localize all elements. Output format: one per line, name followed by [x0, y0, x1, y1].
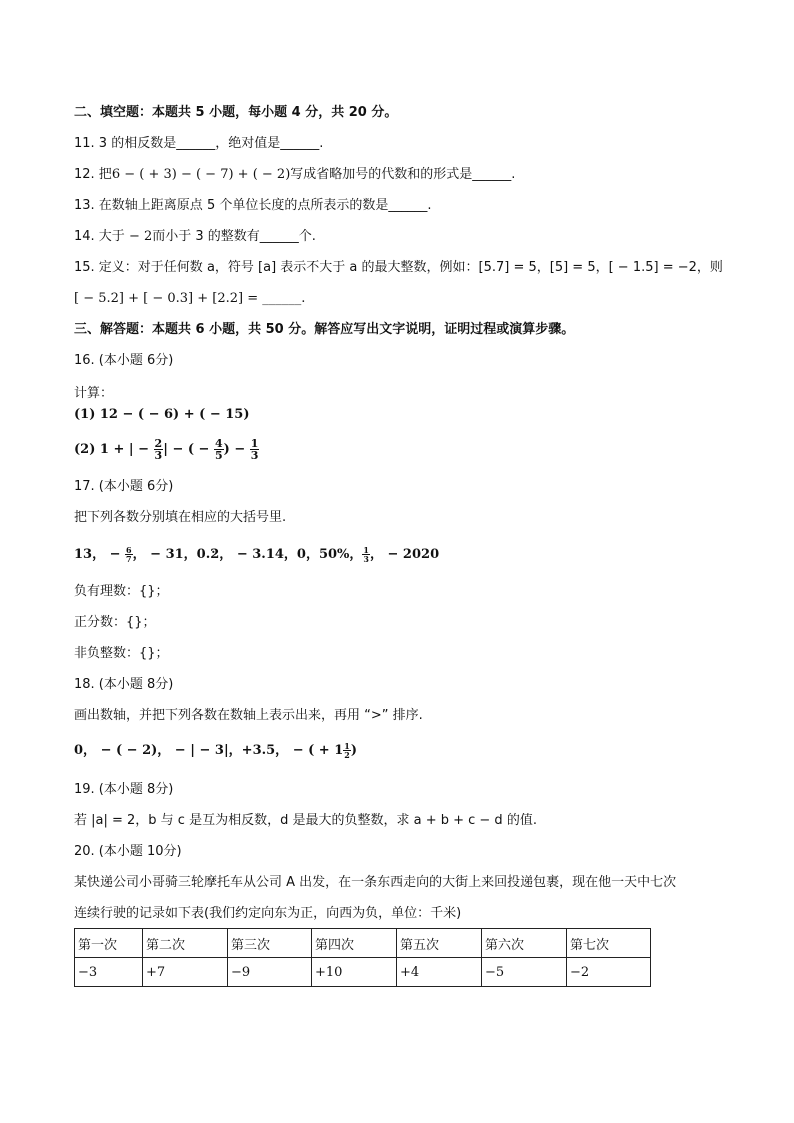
- section-3-header: 三、解答题：本题共 6 小题，共 50 分。解答应写出文字说明，证明过程或演算步骤。: [74, 322, 575, 337]
- q17-n4: ， − 3.14，0，50%，: [219, 547, 363, 562]
- question-18-numbers: [74, 736, 357, 766]
- denominator: 3: [363, 554, 369, 564]
- q17-n2: ， − 3: [132, 547, 175, 562]
- negative-rational-blank: 负有理数：{}；: [74, 584, 169, 599]
- question-19-title: 19. (本小题 8分): [74, 782, 174, 797]
- question-14: [74, 228, 316, 246]
- q16-p2-c: ) −: [223, 442, 250, 457]
- fraction-1-3-small: [362, 546, 370, 563]
- denominator: 7: [126, 554, 132, 564]
- question-17-intro: 把下列各数分别填在相应的大括号里.: [74, 510, 287, 525]
- question-11: 11. 3 的相反数是______，绝对值是______.: [74, 136, 324, 151]
- repeating-digit: 2 ·: [210, 547, 219, 562]
- nonnegative-integer-blank: 非负整数：{}；: [74, 646, 169, 661]
- denominator: 3: [154, 449, 163, 462]
- numerator: 2: [154, 437, 163, 450]
- q18-nums-b: ): [350, 743, 358, 758]
- table-cell: +4: [397, 958, 482, 987]
- q12-expression: 6 − ( + 3) − ( − 7) + ( − 2): [111, 167, 291, 182]
- table-cell: +10: [312, 958, 397, 987]
- question-16-part-1: (1) 12 − ( − 6) + ( − 15): [74, 407, 250, 422]
- question-16-title: 16. (本小题 6分): [74, 353, 174, 368]
- driving-record-table: [74, 928, 651, 987]
- question-18-title: 18. (本小题 8分): [74, 677, 174, 692]
- fraction-1-3: [250, 438, 260, 461]
- q16-p2-a: (2) 1 + | −: [74, 442, 154, 457]
- table-header-cell: 第七次: [567, 929, 651, 958]
- question-17-title: 17. (本小题 6分): [74, 479, 174, 494]
- table-cell: +7: [143, 958, 228, 987]
- question-17-numbers: [74, 540, 439, 570]
- question-12: [74, 166, 515, 184]
- table-header-cell: 第五次: [397, 929, 482, 958]
- denominator: 2: [344, 750, 350, 760]
- table-header-row: [75, 929, 651, 958]
- table-row: [75, 958, 651, 987]
- mixed-fraction-1-2: [343, 742, 351, 759]
- numerator: 1: [363, 545, 369, 555]
- q12-suffix: 写成省略加号的代数和的形式是______.: [290, 167, 516, 182]
- denominator: 5: [214, 449, 223, 462]
- numerator: 1: [250, 437, 259, 450]
- q16-p2-b: | − ( −: [163, 442, 214, 457]
- question-16-part-2: [74, 432, 259, 468]
- table-header-cell: 第三次: [228, 929, 312, 958]
- question-20-title: 20. (本小题 10分): [74, 844, 182, 859]
- question-18-intro: 画出数轴，并把下列各数在数轴上表示出来，再用 “>” 排序.: [74, 708, 423, 723]
- q14-suffix: 而小于 3 的整数有______个.: [152, 229, 316, 244]
- q14-expression: − 2: [124, 229, 153, 244]
- table-cell: −3: [75, 958, 143, 987]
- question-16-intro: 计算：: [74, 386, 114, 401]
- positive-fraction-blank: 正分数：{}；: [74, 615, 156, 630]
- question-15-line-1: 15. 定义：对于任何数 a，符号 [a] 表示不大于 a 的最大整数，例如：[5.7] = 5，[5] = 5，[ − 1.5] = −2，则: [74, 260, 723, 275]
- question-20-line-2: 连续行驶的记录如下表(我们约定向东为正，向西为负，单位：千米): [74, 906, 462, 921]
- table-cell: −2: [567, 958, 651, 987]
- section-2-header: 二、填空题：本题共 5 小题，每小题 4 分，共 20 分。: [74, 105, 398, 120]
- numerator: 6: [126, 545, 132, 555]
- q18-nums-a: 0， − ( − 2)， − | − 3|，+3.5， − ( + 1: [74, 743, 344, 758]
- q12-prefix: 12. 把: [74, 167, 112, 182]
- question-15-line-2: [ − 5.2] + [ − 0.3] + [2.2] = ______.: [74, 291, 306, 306]
- q17-n2b: 1: [174, 547, 184, 562]
- q14-prefix: 14. 大于: [74, 229, 125, 244]
- table-header-cell: 第一次: [75, 929, 143, 958]
- fraction-6-7: [125, 546, 133, 563]
- question-13: 13. 在数轴上距离原点 5 个单位长度的点所表示的数是______.: [74, 198, 432, 213]
- table-cell: −9: [228, 958, 312, 987]
- fraction-4-5: [214, 438, 224, 461]
- table-header-cell: 第二次: [143, 929, 228, 958]
- numerator: 4: [214, 437, 223, 450]
- q17-n1: 13， −: [74, 547, 126, 562]
- question-19-text: 若 |a| = 2，b 与 c 是互为相反数，d 是最大的负整数，求 a + b + c − d 的值.: [74, 813, 537, 828]
- denominator: 3: [250, 449, 259, 462]
- q17-n3: ，0.: [183, 547, 211, 562]
- q17-n5: ， − 2020: [369, 547, 440, 562]
- table-header-cell: 第六次: [482, 929, 567, 958]
- table-cell: −5: [482, 958, 567, 987]
- numerator: 1: [344, 741, 350, 751]
- table-header-cell: 第四次: [312, 929, 397, 958]
- fraction-2-3: [154, 438, 164, 461]
- question-20-line-1: 某快递公司小哥骑三轮摩托车从公司 A 出发，在一条东西走向的大街上来回投递包裹，现在他一天中七次: [74, 875, 677, 890]
